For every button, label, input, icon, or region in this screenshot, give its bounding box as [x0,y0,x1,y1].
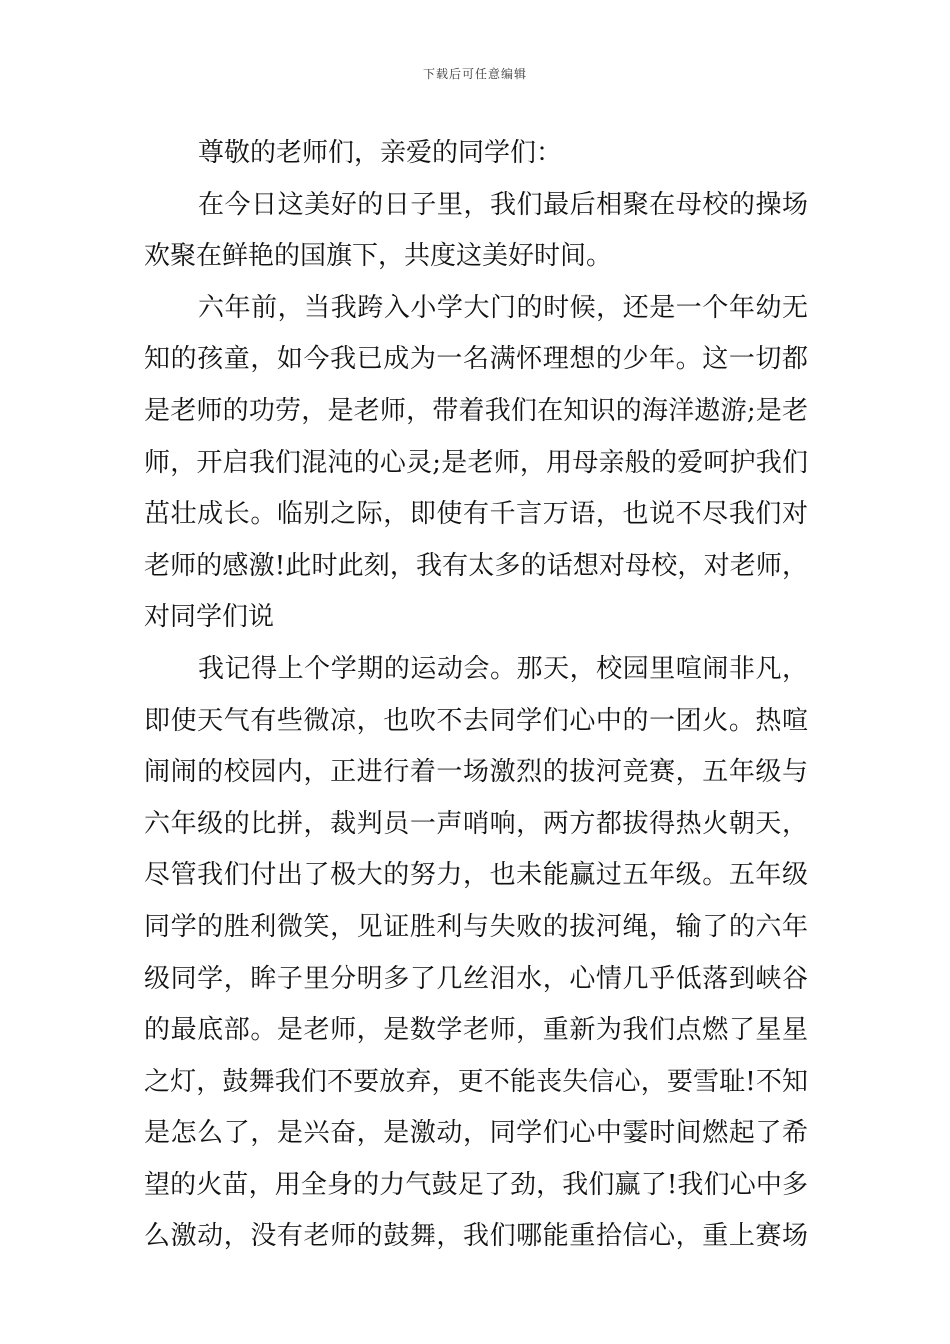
text-line: 尽管我们付出了极大的努力，也未能赢过五年级。五年级 [144,860,808,891]
text-line: 欢聚在鲜艳的国旗下，共度这美好时间。 [144,241,613,272]
text-line: 我记得上个学期的运动会。那天，校园里喧闹非凡， [198,653,808,684]
text-line: 之灯，鼓舞我们不要放弃，更不能丧失信心，要雪耻!不知 [144,1066,808,1097]
header-note: 下载后可任意编辑 [422,67,527,81]
text-line: 级同学，眸子里分明多了几丝泪水，心情几乎低落到峡谷 [144,963,808,994]
body-text [144,128,808,1263]
text-line: 老师的感激!此时此刻，我有太多的话想对母校，对老师， [144,550,808,581]
text-line: 六年级的比拼，裁判员一声哨响，两方都拔得热火朝天， [144,808,808,839]
text-line: 茁壮成长。临别之际，即使有千言万语，也说不尽我们对 [144,499,808,530]
text-line: 对同学们说 [144,602,275,633]
text-line: 闹闹的校园内，正进行着一场激烈的拔河竞赛，五年级与 [144,757,808,788]
text-line: 是老师的功劳，是老师，带着我们在知识的海洋遨游;是老 [144,395,808,426]
text-line: 知的孩童，如今我已成为一名满怀理想的少年。这一切都 [144,344,808,375]
text-line: 望的火苗，用全身的力气鼓足了劲，我们赢了!我们心中多 [144,1169,808,1200]
text-line: 同学的胜利微笑，见证胜利与失败的拔河绳，输了的六年 [144,911,808,942]
text-line: 六年前，当我跨入小学大门的时候，还是一个年幼无 [198,292,808,323]
text-line: 在今日这美好的日子里，我们最后相聚在母校的操场 [198,189,808,220]
text-line: 的最底部。是老师，是数学老师，重新为我们点燃了星星 [144,1015,808,1046]
text-line: 即使天气有些微凉，也吹不去同学们心中的一团火。热喧 [144,705,808,736]
text-line: 么激动，没有老师的鼓舞，我们哪能重拾信心，重上赛场 [144,1221,808,1252]
salutation-line: 尊敬的老师们，亲爱的同学们： [198,138,563,168]
text-line: 是怎么了，是兴奋，是激动，同学们心中霎时间燃起了希 [144,1118,808,1149]
text-line: 师，开启我们混沌的心灵;是老师，用母亲般的爱呵护我们 [144,447,808,478]
